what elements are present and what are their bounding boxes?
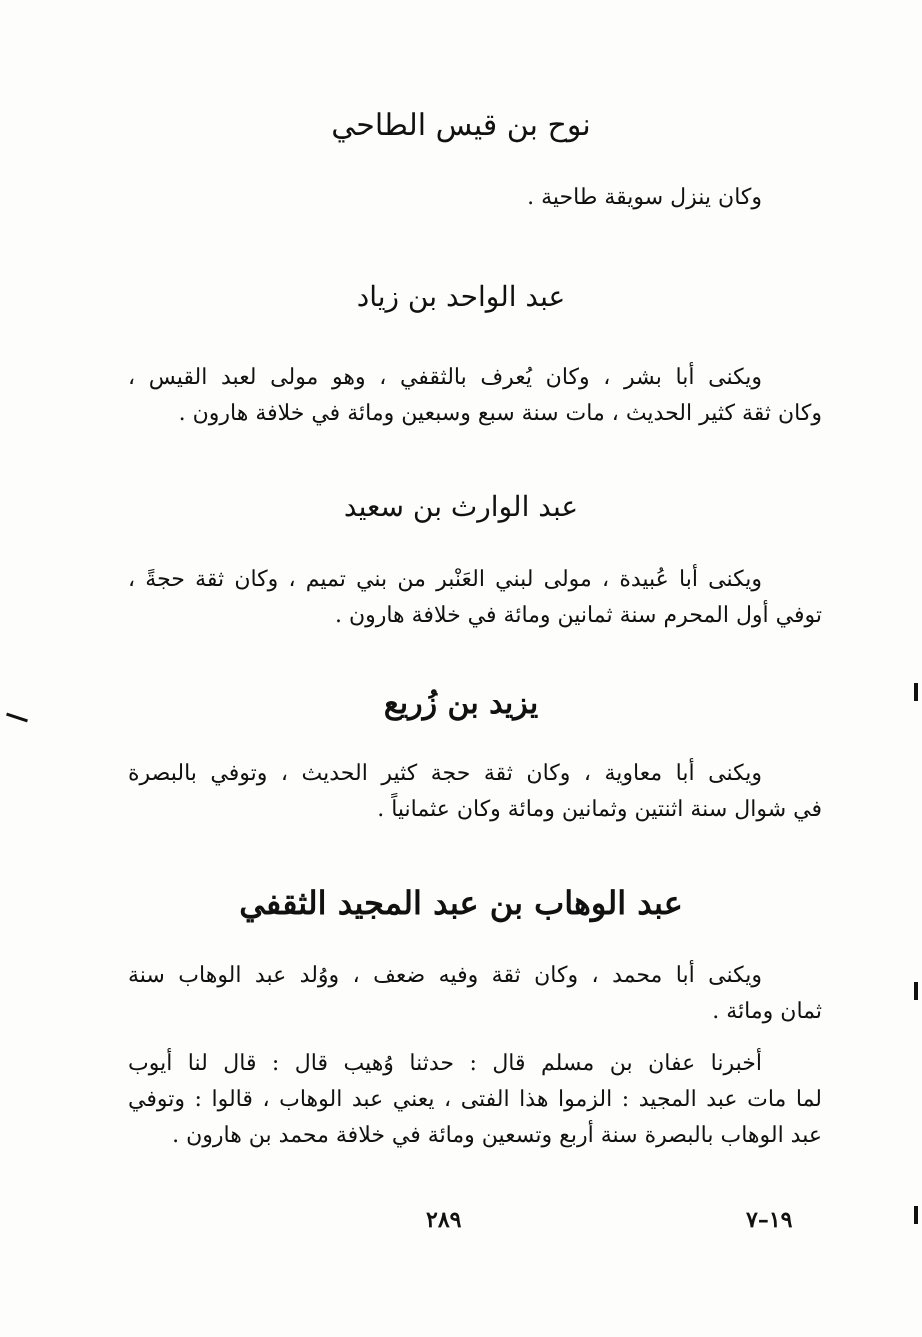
text-line: لما مات عبد المجيد : الزموا هذا الفتى ، يعني عبد الوهاب ، قالوا : وتوفي — [128, 1087, 822, 1112]
text-line: أخبرنا عفان بن مسلم قال : حدثنا وُهيب قال : قال لنا أيوب — [128, 1051, 762, 1076]
scan-mark — [914, 982, 918, 1000]
text-line: عبد الوهاب بالبصرة سنة أربع وتسعين ومائة في خلافة محمد بن هارون . — [172, 1123, 822, 1148]
scan-mark — [914, 1206, 918, 1224]
entry-text — [128, 562, 822, 634]
page-number: ٢٨٩ — [426, 1207, 462, 1233]
entry-heading: عبد الوهاب بن عبد المجيد الثقفي — [239, 884, 683, 922]
text-line: ويكنى أبا معاوية ، وكان ثقة حجة كثير الحديث ، وتوفي بالبصرة — [128, 761, 762, 786]
entry-heading: عبد الوارث بن سعيد — [343, 490, 579, 523]
text-line: ويكنى أبا محمد ، وكان ثقة وفيه ضعف ، ووُلد عبد الوهاب سنة — [128, 963, 762, 988]
entry-text — [128, 360, 822, 432]
entry-heading: نوح بن قيس الطاحي — [331, 108, 591, 143]
scan-mark — [914, 683, 918, 701]
entry-text — [128, 756, 822, 828]
text-line: وكان ينزل سويقة طاحية . — [527, 185, 762, 210]
text-line: ويكنى أبا عُبيدة ، مولى لبني العَنْبر من بني تميم ، وكان ثقة حجةً ، — [128, 567, 762, 592]
text-line: ثمان ومائة . — [712, 999, 822, 1024]
text-line: توفي أول المحرم سنة ثمانين ومائة في خلافة هارون . — [334, 603, 822, 628]
text-line: ويكنى أبا بشر ، وكان يُعرف بالثقفي ، وهو مولى لعبد القيس ، — [128, 365, 762, 390]
entry-heading: يزيد بن زُريع — [383, 686, 539, 721]
text-line: في شوال سنة اثنتين وثمانين ومائة وكان عثمانياً . — [377, 797, 822, 822]
entry-text — [128, 958, 822, 1030]
entry-text — [128, 1046, 822, 1154]
entry-heading: عبد الواحد بن زياد — [356, 280, 566, 313]
signature-mark: ١٩–٧ — [746, 1207, 793, 1233]
entry-text — [128, 180, 822, 216]
text-line: وكان ثقة كثير الحديث ، مات سنة سبع وسبعين ومائة في خلافة هارون . — [178, 401, 822, 426]
